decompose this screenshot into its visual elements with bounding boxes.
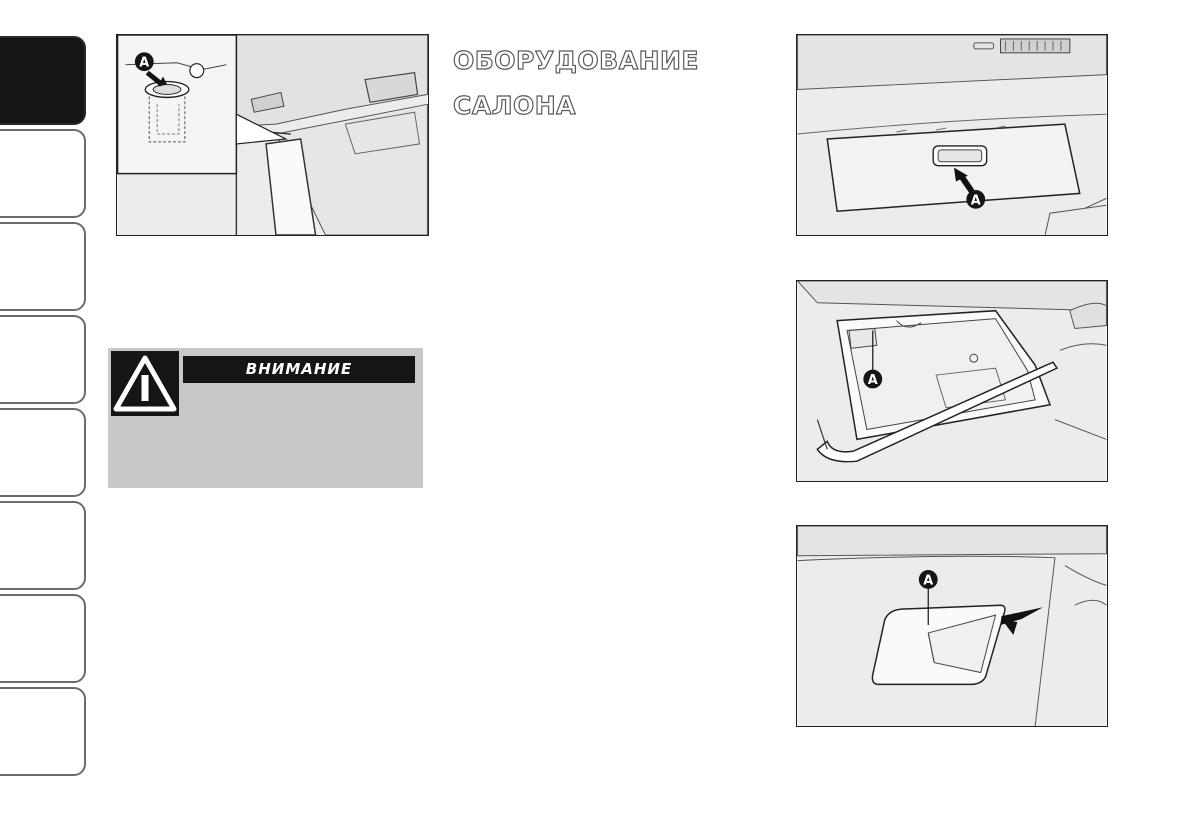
heading-line-1: ОБОРУДОВАНИЕ bbox=[453, 46, 700, 75]
glovebox-open-illustration bbox=[797, 281, 1107, 481]
warning-box bbox=[108, 348, 423, 488]
heading-line-2: САЛОНА bbox=[453, 91, 576, 120]
side-tab-6[interactable] bbox=[0, 501, 86, 590]
section-heading bbox=[453, 38, 699, 128]
side-compartment-illustration bbox=[797, 526, 1107, 726]
side-tab-4[interactable] bbox=[0, 315, 86, 404]
figure-cupholder bbox=[116, 34, 429, 236]
warning-title: ВНИМАНИЕ bbox=[183, 356, 415, 383]
side-tab-8[interactable] bbox=[0, 687, 86, 776]
warning-triangle-icon bbox=[111, 351, 179, 416]
side-tab-2[interactable] bbox=[0, 129, 86, 218]
callout-label: A bbox=[970, 193, 981, 209]
cupholder-illustration bbox=[117, 35, 428, 235]
callout-label: A bbox=[139, 55, 150, 71]
side-tab-5[interactable] bbox=[0, 408, 86, 497]
figure-glovebox-open bbox=[796, 280, 1108, 482]
callout-label: A bbox=[867, 372, 878, 388]
figure-glovebox-closed bbox=[796, 34, 1108, 236]
glovebox-closed-illustration bbox=[797, 35, 1107, 235]
figure-side-compartment bbox=[796, 525, 1108, 727]
callout-label: A bbox=[923, 573, 934, 589]
side-tab-7[interactable] bbox=[0, 594, 86, 683]
side-tab-3[interactable] bbox=[0, 222, 86, 311]
side-tab-1-active[interactable] bbox=[0, 36, 86, 125]
